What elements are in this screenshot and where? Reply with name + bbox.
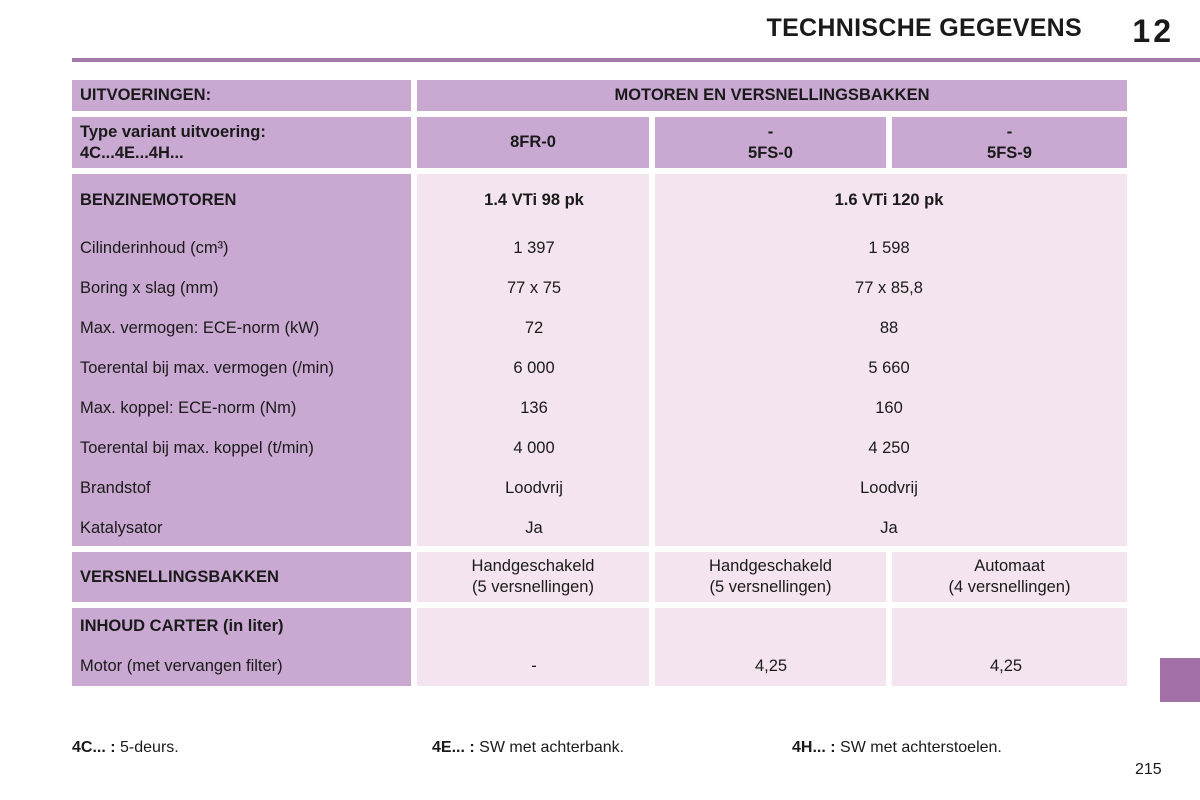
table-header-uitvoeringen: UITVOERINGEN: <box>72 80 411 111</box>
spec-label: Toerental bij max. koppel (t/min) <box>80 439 314 457</box>
spec-value-engine2: Ja <box>880 519 898 537</box>
gearbox-cell-3-type: Automaat <box>974 557 1045 575</box>
page-title: TECHNISCHE GEGEVENS <box>766 14 1082 42</box>
spec-value-engine2: 160 <box>875 399 903 417</box>
variant-label-line1: Type variant uitvoering: <box>80 122 266 141</box>
gearbox-label-cell: VERSNELLINGSBAKKEN <box>72 552 411 602</box>
spec-value-engine1: 77 x 75 <box>506 279 562 297</box>
chapter-number: 12 <box>1132 13 1174 49</box>
section-inhoud-carter: INHOUD CARTER (in liter) <box>80 617 284 635</box>
footnote-key: 4H... : <box>792 739 836 756</box>
variant-label-cell <box>72 117 411 168</box>
footnote-text: 5-deurs. <box>120 739 179 756</box>
spec-value-engine1: 4 000 <box>513 439 555 457</box>
footnote-key: 4E... : <box>432 739 475 756</box>
chapter-tab-marker <box>1160 658 1200 702</box>
gearbox-cell-2-gears: (5 versnellingen) <box>709 578 832 596</box>
footnote-4c <box>72 739 179 757</box>
spec-label: Cilinderinhoud (cm³) <box>80 239 229 257</box>
spec-label: Toerental bij max. vermogen (/min) <box>80 359 335 377</box>
carter-row-label: Motor (met vervangen filter) <box>80 657 283 675</box>
variant-label-line2: 4C...4E...4H... <box>80 143 184 162</box>
spec-label: Max. koppel: ECE-norm (Nm) <box>80 399 297 417</box>
footnote-text: SW met achterbank. <box>479 739 625 756</box>
spec-value-engine2: 77 x 85,8 <box>855 279 923 297</box>
engine1-name: 1.4 VTi 98 pk <box>484 191 584 209</box>
spec-label: Boring x slag (mm) <box>80 279 219 297</box>
gearbox-cell-1-gears: (5 versnellingen) <box>472 578 594 596</box>
carter-value-3: 4,25 <box>989 657 1023 675</box>
variant-cell-2-line2: 5FS-0 <box>748 143 793 162</box>
engine2-name: 1.6 VTi 120 pk <box>834 191 944 209</box>
footnote-text: SW met achterstoelen. <box>840 739 1002 756</box>
gearbox-cell-2 <box>655 552 886 602</box>
spec-value-engine2: Loodvrij <box>860 479 918 497</box>
header-divider <box>72 58 1200 62</box>
spec-label: Katalysator <box>80 519 163 537</box>
variant-cell-3-line2: 5FS-9 <box>987 143 1032 162</box>
gearbox-cell-1-type: Handgeschakeld <box>471 557 595 575</box>
carter-value-2: 4,25 <box>754 657 788 675</box>
variant-cell-3 <box>892 117 1127 168</box>
variant-cell-3-line1: - <box>1006 122 1013 141</box>
spec-value-engine1: 136 <box>520 399 548 417</box>
gearbox-cell-2-type: Handgeschakeld <box>709 557 832 575</box>
table-header-motoren: MOTOREN EN VERSNELLINGSBAKKEN <box>417 80 1127 111</box>
gearbox-cell-1 <box>417 552 649 602</box>
spec-value-engine2: 5 660 <box>868 359 910 377</box>
gearbox-cell-3 <box>892 552 1127 602</box>
spec-value-engine1: 72 <box>524 319 544 337</box>
section-benzinemotoren: BENZINEMOTOREN <box>80 191 237 209</box>
carter-value-1: - <box>531 657 537 675</box>
footnote-4h <box>792 739 1002 757</box>
spec-value-engine1: Ja <box>525 519 543 537</box>
footnote-key: 4C... : <box>72 739 116 756</box>
spec-value-engine2: 1 598 <box>868 239 910 257</box>
variant-cell-1: 8FR-0 <box>417 117 649 168</box>
spec-label: Max. vermogen: ECE-norm (kW) <box>80 319 320 337</box>
spec-label: Brandstof <box>80 479 151 497</box>
spec-value-engine1: 1 397 <box>513 239 555 257</box>
spec-value-engine1: Loodvrij <box>505 479 563 497</box>
variant-cell-2-line1: - <box>767 122 774 141</box>
gearbox-cell-3-gears: (4 versnellingen) <box>948 578 1071 596</box>
footnote-4e <box>432 739 624 757</box>
page-number: 215 <box>1135 761 1162 778</box>
spec-value-engine2: 88 <box>879 319 899 337</box>
spec-value-engine2: 4 250 <box>868 439 910 457</box>
variant-cell-2 <box>655 117 886 168</box>
spec-value-engine1: 6 000 <box>513 359 555 377</box>
